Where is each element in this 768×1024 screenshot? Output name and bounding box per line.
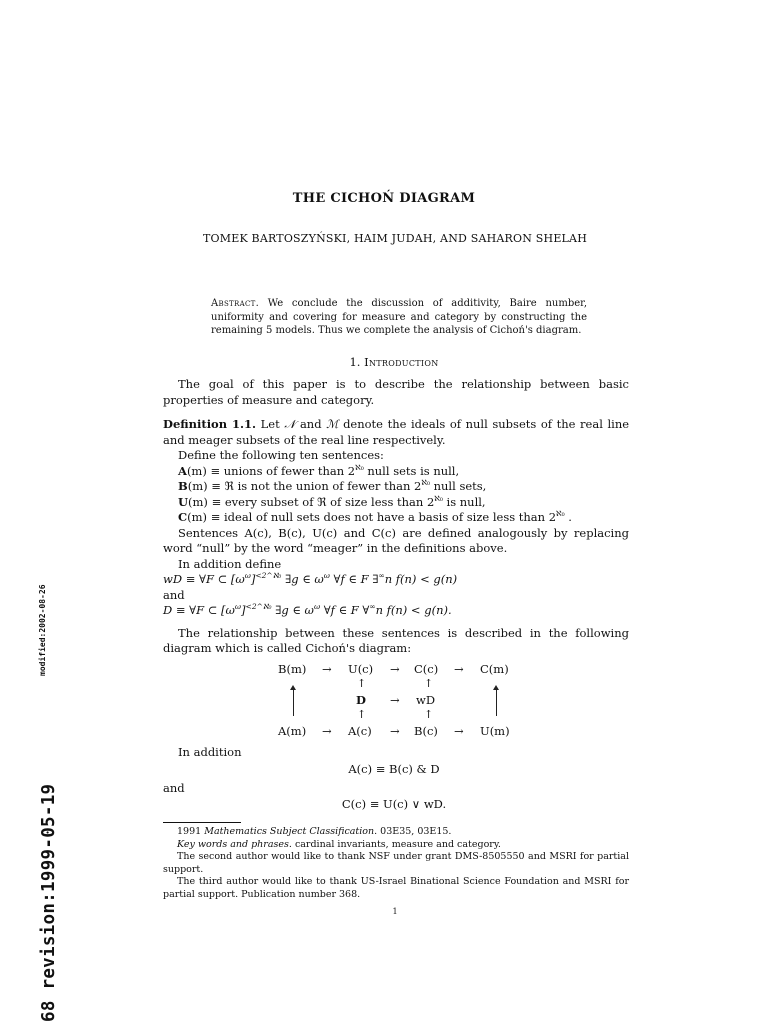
node-a-m: A(m) [278,724,307,738]
arrow-right-1: → [322,662,332,676]
sentence-u-text: (m) ≡ every subset of ℜ of size less than 2 [188,494,435,509]
arrow-right-3: → [454,662,464,676]
keywords-text: cardinal invariants, measure and category. [294,838,501,850]
node-b-c: B(c) [414,724,438,738]
equation-1: A(c) ≡ B(c) & D [348,762,440,776]
node-c-c: C(c) [414,662,439,676]
sentence-c-rest: . [564,510,572,524]
definition-label: Definition 1.1. [163,417,257,431]
section-number: 1. [349,355,361,369]
footnote-keywords [163,839,629,852]
d-formula-sup: <2^ℵ₀ [245,602,272,611]
d-formula-e: ∀f ∈ F ∀ [320,603,370,617]
in-addition-define: In addition define [178,556,282,571]
define-intro: Define the following ten sentences: [178,448,384,462]
abstract-label: Abstract. [211,298,260,309]
classification-codes: 03E35, 03E15. [380,826,452,837]
node-a-c: A(c) [348,724,372,738]
definition-text-c: denote the ideals of null subsets of the real line and meager subsets of the real line respectively. [163,417,630,447]
footnote-rule [163,822,241,823]
and-line [163,781,629,797]
node-b-m: B(m) [278,662,307,676]
sentence-b-sup: ℵ₀ [421,478,430,487]
paper-title: THE CICHOŃ DIAGRAM [292,191,476,206]
long-arrow-um-cm-shaft [496,690,497,716]
sentence-u-sup: ℵ₀ [434,493,443,503]
d-formula [163,603,629,619]
arrow-up-wd-to-cc: ↑ [424,677,434,690]
sentence-c-name: C [178,510,188,524]
section-title: Introduction [364,355,439,369]
intro-paragraph: The goal of this paper is to describe the relationship between basic properties of measure and category. [163,377,629,407]
analog-paragraph: Sentences A(c), B(c), U(c) and C(c) are defined analogously by replacing word “null” by the word “meager” in the definitions above. [163,525,629,555]
sentence-a [163,464,629,480]
equation-2: C(c) ≡ U(c) ∨ wD. [341,797,447,811]
wd-formula-d: ∃g ∈ ω [281,572,324,586]
meager-ideal-symbol: ℳ [326,417,339,431]
arrow-right-6: → [454,724,464,738]
d-formula-d: ∃g ∈ ω [271,603,314,617]
footnote-thanks-second: The second author would like to thank NSF under grant DMS-8505550 and MSRI for partial support. [163,851,629,875]
footnotes [163,826,629,901]
d-formula-omega: ω [234,602,242,611]
sentence-b-rest: null sets, [429,479,487,493]
sentence-b [163,479,629,495]
in-addition-line [163,745,629,761]
node-d [356,693,366,707]
footnote-thanks-third: The third author would like to thank US-Israel Binational Science Foundation and MSRI for partial support. Publication number 368. [163,876,629,900]
wd-formula-f: n f(n) < g(n) [384,572,458,586]
sentence-c-text: (m) ≡ ideal of null sets does not have a basis of size less than 2 [187,510,557,524]
wd-formula-omega: ω [323,571,330,580]
relationship-paragraph: The relationship between these sentences is described in the following diagram which is called Cichoń's diagram: [163,625,629,655]
intro-block [163,377,629,408]
long-arrow-am-bm-shaft [293,690,294,716]
d-formula-infty: ∞ [369,602,376,611]
modified-date-stamp: modified:2002-08-26 [38,584,47,676]
sentence-b-name: B [178,479,188,493]
d-formula-a: D ≡ ∀F ⊂ [ω [163,603,235,617]
sentence-b-text: (m) ≡ ℜ is not the union of fewer than 2 [187,479,422,493]
sentence-a-name: A [178,463,187,478]
node-u-m: U(m) [480,724,510,738]
sentence-u-name: U [178,494,189,509]
definition-text-b: and [299,417,322,431]
node-c-m: C(m) [480,662,509,676]
sentence-a-rest: null sets is null, [363,463,460,478]
arrow-up-bc-to-wd: ↑ [424,708,434,721]
wd-formula-c: ] [250,572,256,586]
classification-label: Mathematics Subject Classification. [204,826,378,837]
definition-text-a: Let [260,417,280,431]
sentence-a-sup: ℵ₀ [355,462,364,472]
arrow-up-d-to-uc: ↑ [357,677,367,690]
keywords-label: Key words and phrases. [177,838,292,850]
arrow-right-5: → [390,724,400,738]
footnote-classification [163,826,629,839]
arrow-up-ac-to-d: ↑ [357,708,367,721]
classification-year: 1991 [177,826,202,837]
sentence-a-text: (m) ≡ unions of fewer than 2 [186,463,356,478]
node-wd: wD [416,693,436,707]
wd-formula-a: wD ≡ ∀F ⊂ [ω [163,572,245,586]
sentence-c-sup: ℵ₀ [556,509,565,518]
sentence-u [163,495,629,511]
long-arrow-um-cm-head [493,685,499,690]
wd-formula [163,572,629,588]
definition-paragraph [163,417,629,448]
in-addition-text: In addition [178,745,242,759]
revision-stamp: 68 revision:1999-05-19 [39,783,59,1022]
arrow-right-d-wd: → [390,693,400,707]
definition-block [163,417,629,657]
arrow-right-2: → [390,662,400,676]
wd-formula-b: ω [244,571,251,580]
arrow-right-4: → [322,724,332,738]
d-formula-c: ] [241,603,246,617]
null-ideal-symbol: 𝒩 [284,417,296,431]
page-number: 1 [392,907,398,916]
section-heading [0,355,768,369]
wd-formula-e: ∀f ∈ F ∃ [329,572,379,586]
abstract [211,297,587,338]
long-arrow-am-bm-head [290,685,296,690]
wd-formula-sup: <2^ℵ₀ [255,571,282,580]
abstract-text: We conclude the discussion of additivity, Baire number, uniformity and covering for measure and category by constructing the remaining 5 models. Thus we complete the analysis of Cichoń's diagram. [211,298,587,336]
sentence-c [163,510,629,526]
node-u-c: U(c) [348,662,374,676]
wd-formula-infty: ∞ [378,571,385,580]
paper-authors: TOMEK BARTOSZYŃSKI, HAIM JUDAH, AND SAHARON SHELAH [203,232,587,245]
d-formula-f: n f(n) < g(n). [375,603,452,617]
and-text: and [163,781,185,795]
sentence-u-rest: is null, [442,494,486,509]
node-d-label: D [356,693,366,707]
and-word: and [163,587,185,602]
d-formula-omega2: ω [313,602,321,611]
